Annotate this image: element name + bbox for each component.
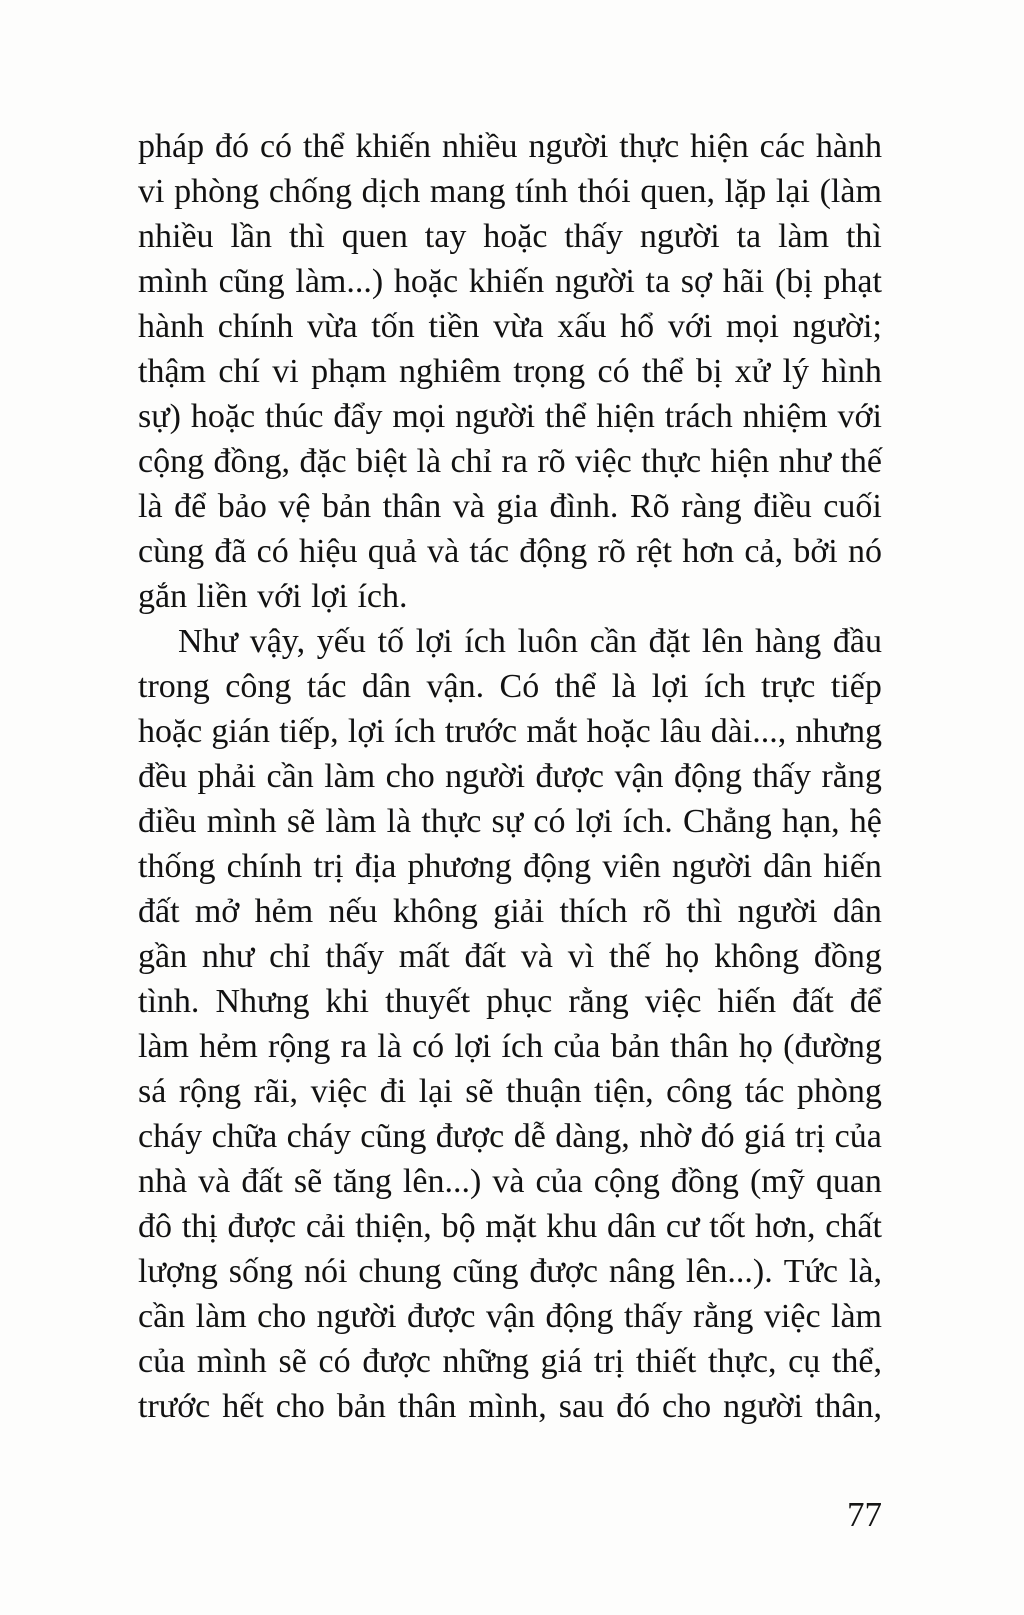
text-line: lượng sống nói chung cũng được nâng lên...). Tức là, [138,1253,882,1290]
text-line: đô thị được cải thiện, bộ mặt khu dân cư tốt hơn, chất [138,1208,882,1245]
text-line: nhiều lần thì quen tay hoặc thấy người ta làm thì [138,218,882,255]
text-line: cộng đồng, đặc biệt là chỉ ra rõ việc thực hiện như thế [138,443,882,480]
text-line: sá rộng rãi, việc đi lại sẽ thuận tiện, công tác phòng [138,1073,882,1110]
text-line: của mình sẽ có được những giá trị thiết thực, cụ thể, [138,1343,882,1380]
text-line: nhà và đất sẽ tăng lên...) và của cộng đồng (mỹ quan [138,1163,882,1200]
text-line: Như vậy, yếu tố lợi ích luôn cần đặt lên hàng đầu [178,623,882,660]
text-line: cùng đã có hiệu quả và tác động rõ rệt hơn cả, bởi nó [138,533,882,570]
text-line: hoặc gián tiếp, lợi ích trước mắt hoặc lâu dài..., nhưng [138,713,882,750]
text-line: hành chính vừa tốn tiền vừa xấu hổ với mọi người; [138,308,882,345]
text-line: gắn liền với lợi ích. [138,578,408,615]
page-number: 77 [847,1495,882,1534]
text-line: cần làm cho người được vận động thấy rằng việc làm [138,1298,882,1335]
text-line: sự) hoặc thúc đẩy mọi người thể hiện trách nhiệm với [138,398,882,435]
text-line: đất mở hẻm nếu không giải thích rõ thì người dân [138,893,882,930]
text-line: pháp đó có thể khiến nhiều người thực hiện các hành [138,128,882,165]
text-block [138,124,882,1429]
text-line: cháy chữa cháy cũng được dễ dàng, nhờ đó giá trị của [138,1118,882,1155]
text-line: trong công tác dân vận. Có thể là lợi ích trực tiếp [138,668,882,705]
text-line: vi phòng chống dịch mang tính thói quen, lặp lại (làm [138,173,882,210]
text-line: thống chính trị địa phương động viên người dân hiến [138,848,882,885]
text-line: gần như chỉ thấy mất đất và vì thế họ không đồng [138,938,882,975]
text-line: trước hết cho bản thân mình, sau đó cho người thân, [138,1388,882,1425]
paragraph-2 [138,619,882,1429]
text-line: tình. Nhưng khi thuyết phục rằng việc hiến đất để [138,983,882,1020]
text-line: đều phải cần làm cho người được vận động thấy rằng [138,758,882,795]
text-line: điều mình sẽ làm là thực sự có lợi ích. Chẳng hạn, hệ [138,803,882,840]
text-line: thậm chí vi phạm nghiêm trọng có thể bị xử lý hình [138,353,882,390]
text-line: là để bảo vệ bản thân và gia đình. Rõ ràng điều cuối [138,488,882,525]
paragraph-1 [138,124,882,619]
text-line: làm hẻm rộng ra là có lợi ích của bản thân họ (đường [138,1028,882,1065]
text-line: mình cũng làm...) hoặc khiến người ta sợ hãi (bị phạt [138,263,882,300]
